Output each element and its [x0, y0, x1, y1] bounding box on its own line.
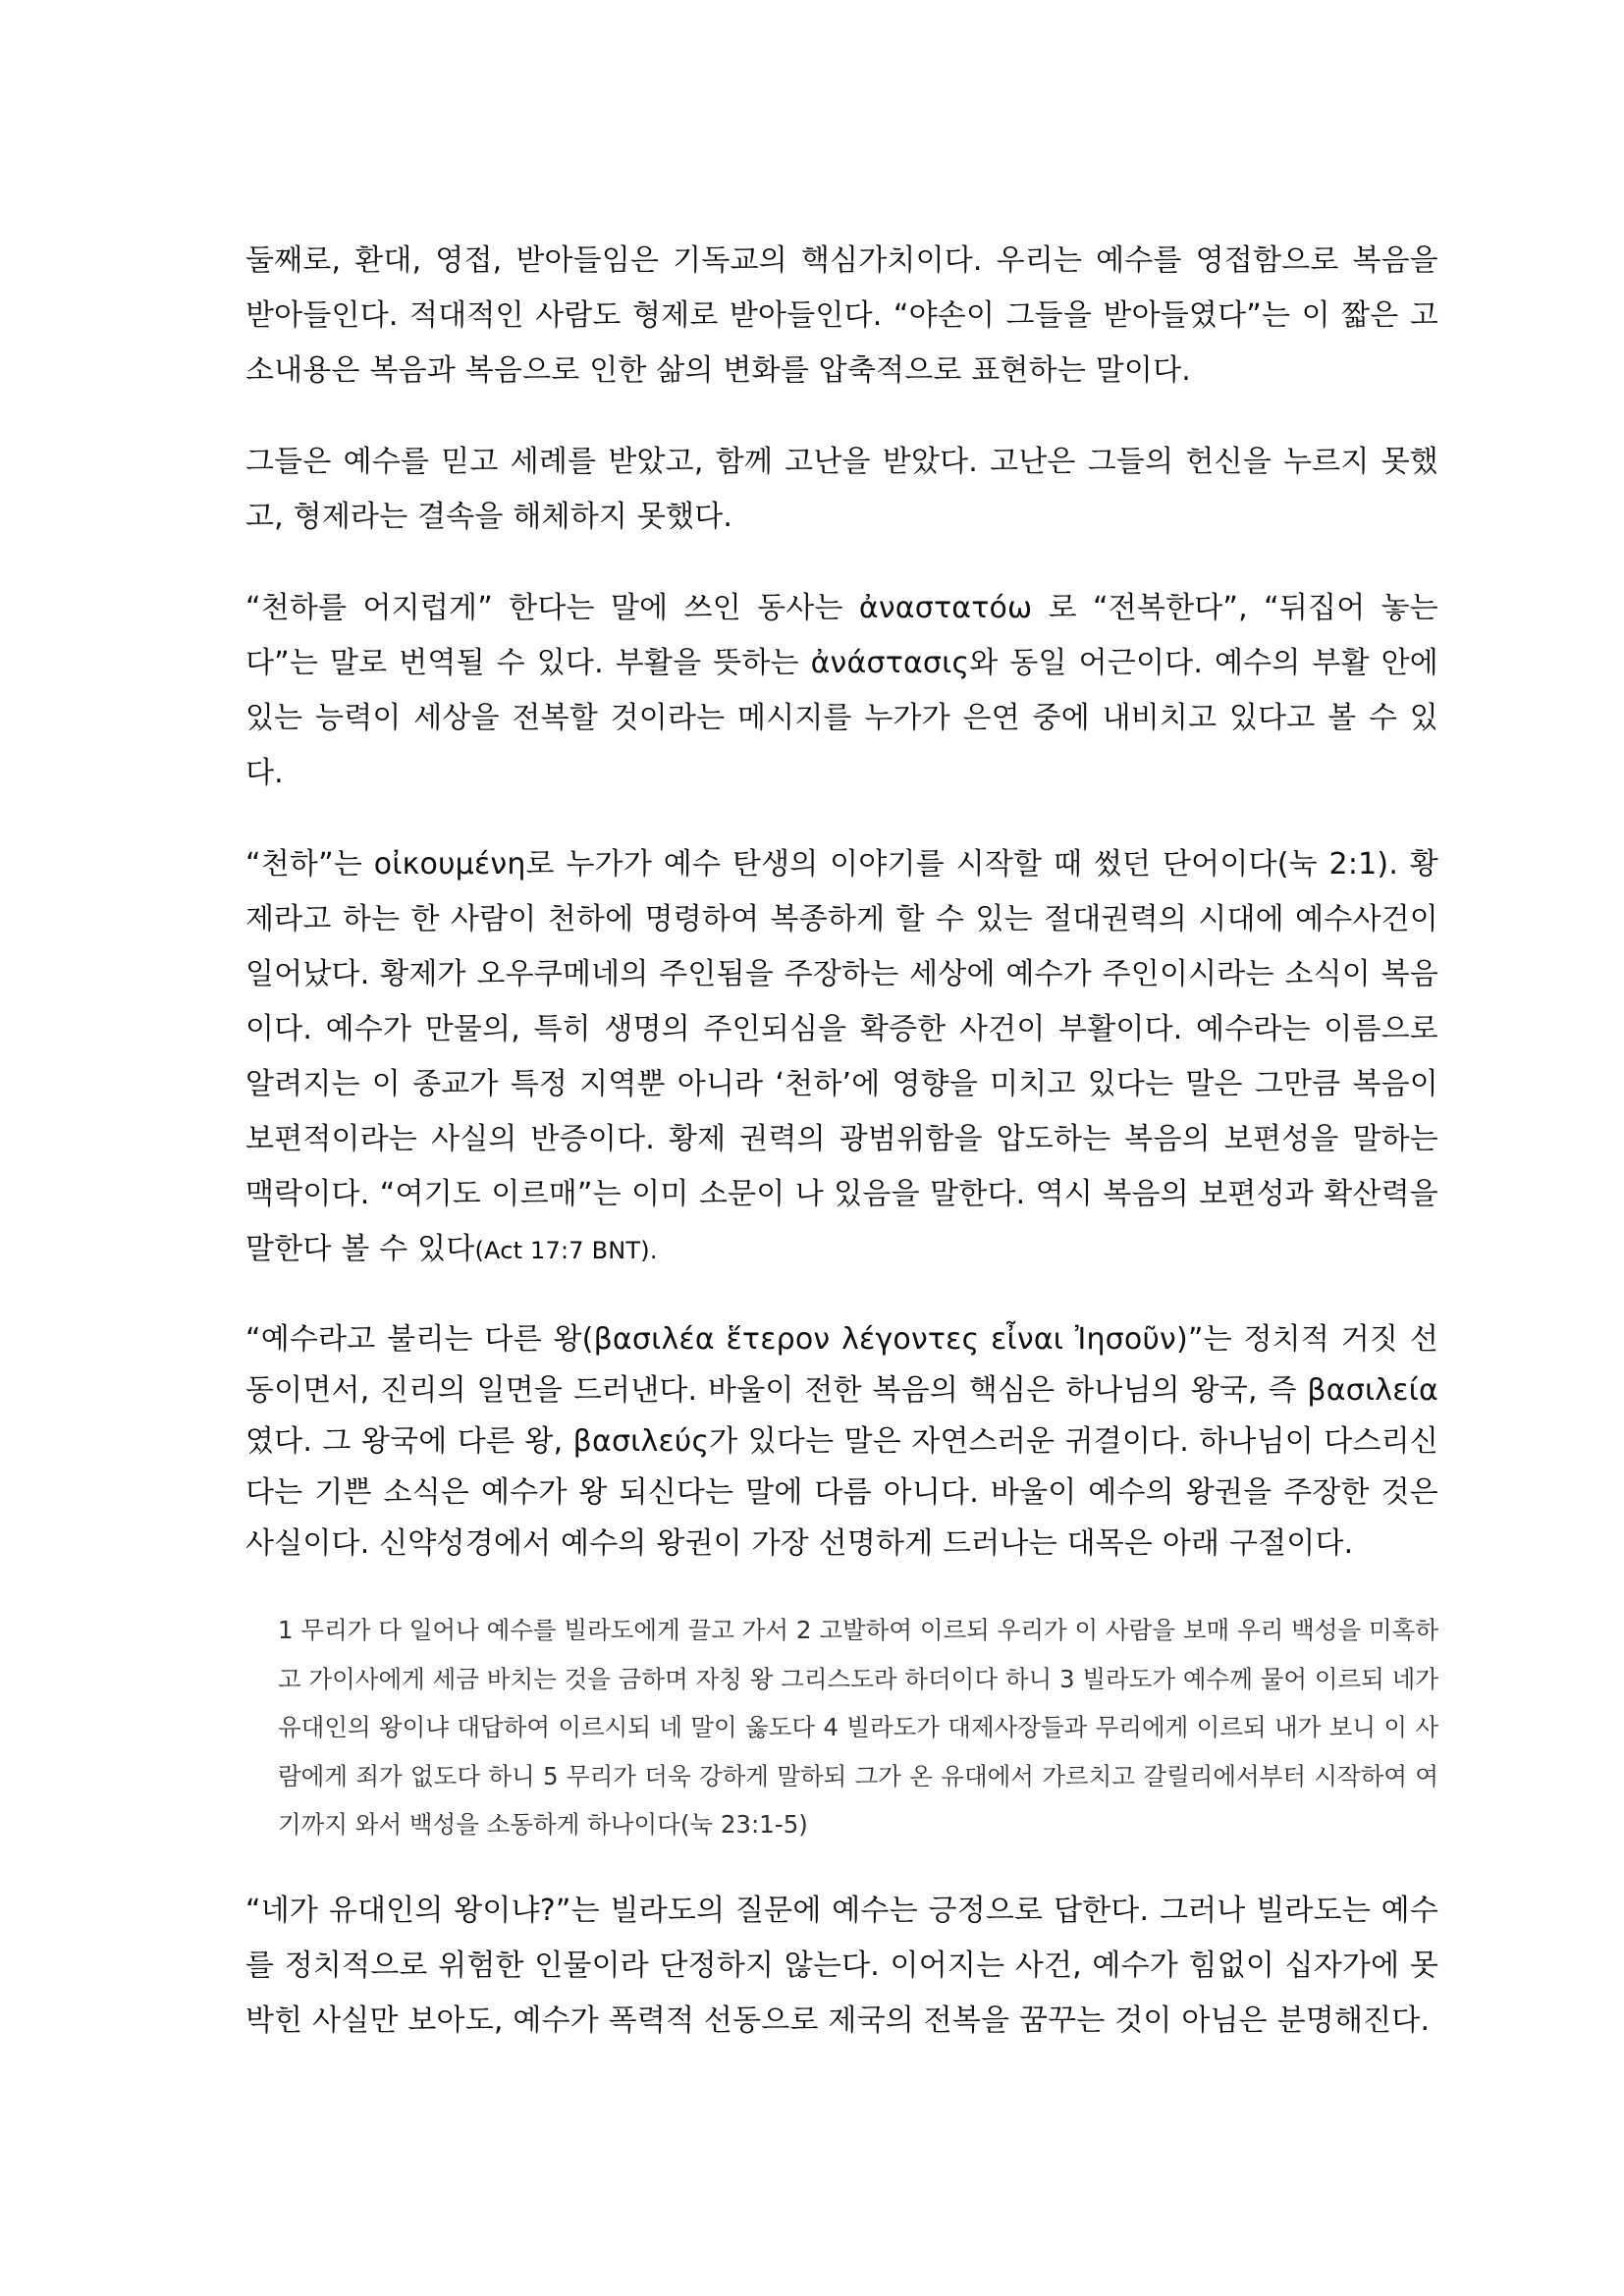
paragraph-suffering: 그들은 예수를 믿고 세례를 받았고, 함께 고난을 받았다. 고난은 그들의 헌신을 누르지 못했고, 형제라는 결속을 해체하지 못했다. — [245, 445, 1438, 534]
paragraph-anastatoo: “천하를 어지럽게” 한다는 말에 쓰인 동사는 ἀναστατόω 로 “전복한다”, “뒤집어 놓는다”는 말로 번역될 수 있다. 부활을 뜻하는 ἀνάστασις와 동일 어근이다. 예수의 부활 안에 있는 능력이 세상을 전복할 것이라는 메시지를 누가가 은연 중에 내비치고 있다고 볼 수 있다. — [245, 591, 1438, 790]
document-body — [245, 234, 1438, 2085]
paragraph-oikoumene-text: “천하”는 οἰκουμένη로 누가가 예수 탄생의 이야기를 시작할 때 썼던 단어이다(눅 2:1). 황제라고 하는 한 사람이 천하에 명령하여 복종하게 할 수 있는 절대권력의 시대에 예수사건이 일어났다. 황제가 오우쿠메네의 주인됨을 주장하는 세상에 예수가 주인이시라는 소식이 복음이다. 예수가 만물의, 특히 생명의 주인되심을 확증한 사건이 부활이다. 예수라는 이름으로 알려지는 이 종교가 특정 지역뿐 아니라 ‘천하’에 영향을 미치고 있다는 말은 그만큼 복음이 보편적이라는 사실의 반증이다. 황제 권력의 광범위함을 압도하는 복음의 보편성을 말하는 맥락이다. “여기도 이르매”는 이미 소문이 나 있음을 말한다. 역시 복음의 보편성과 확산력을 말한다 볼 수 있다 — [245, 847, 1438, 1266]
paragraph-closing: “네가 유대인의 왕이냐?”는 빌라도의 질문에 예수는 긍정으로 답한다. 그러나 빌라도는 예수를 정치적으로 위험한 인물이라 단정하지 않는다. 이어지는 사건, 예수가 힘없이 십자가에 못 박힌 사실만 보아도, 예수가 폭력적 선동으로 제국의 전복을 꿈꾸는 것이 아님은 분명해진다. — [245, 1893, 1438, 2038]
paragraph-oikoumene — [245, 837, 1438, 1278]
citation-acts: (Act 17:7 BNT). — [474, 1237, 658, 1264]
paragraph-hospitality: 둘째로, 환대, 영접, 받아들임은 기독교의 핵심가치이다. 우리는 예수를 영접함으로 복음을 받아들인다. 적대적인 사람도 형제로 받아들인다. “야손이 그들을 받아들였다”는 이 짧은 고소내용은 복음과 복음으로 인한 삶의 변화를 압축적으로 표현하는 말이다. — [245, 243, 1438, 388]
paragraph-basileia: “예수라고 불리는 다른 왕(βασιλέα ἕτερον λέγοντες εἶναι Ἰησοῦν)”는 정치적 거짓 선동이면서, 진리의 일면을 드러낸다. 바울이 전한 복음의 핵심은 하나님의 왕국, 즉 βασιλεία 였다. 그 왕국에 다른 왕, βασιλεύς가 있다는 말은 자연스러운 귀결이다. 하나님이 다스리신다는 기쁜 소식은 예수가 왕 되신다는 말에 다름 아니다. 바울이 예수의 왕권을 주장한 것은 사실이다. 신약성경에서 예수의 왕권이 가장 선명하게 드러나는 대목은 아래 구절이다. — [245, 1322, 1438, 1561]
scripture-quote: 1 무리가 다 일어나 예수를 빌라도에게 끌고 가서 2 고발하여 이르되 우리가 이 사람을 보매 우리 백성을 미혹하고 가이사에게 세금 바치는 것을 금하며 자칭 왕 그리스도라 하더이다 하니 3 빌라도가 예수께 물어 이르되 네가 유대인의 왕이냐 대답하여 이르시되 네 말이 옳도다 4 빌라도가 대제사장들과 무리에게 이르되 내가 보니 이 사람에게 죄가 없도다 하니 5 무리가 더욱 강하게 말하되 그가 온 유대에서 가르치고 갈릴리에서부터 시작하여 여기까지 와서 백성을 소동하게 하나이다(눅 23:1-5) — [278, 1616, 1438, 1839]
